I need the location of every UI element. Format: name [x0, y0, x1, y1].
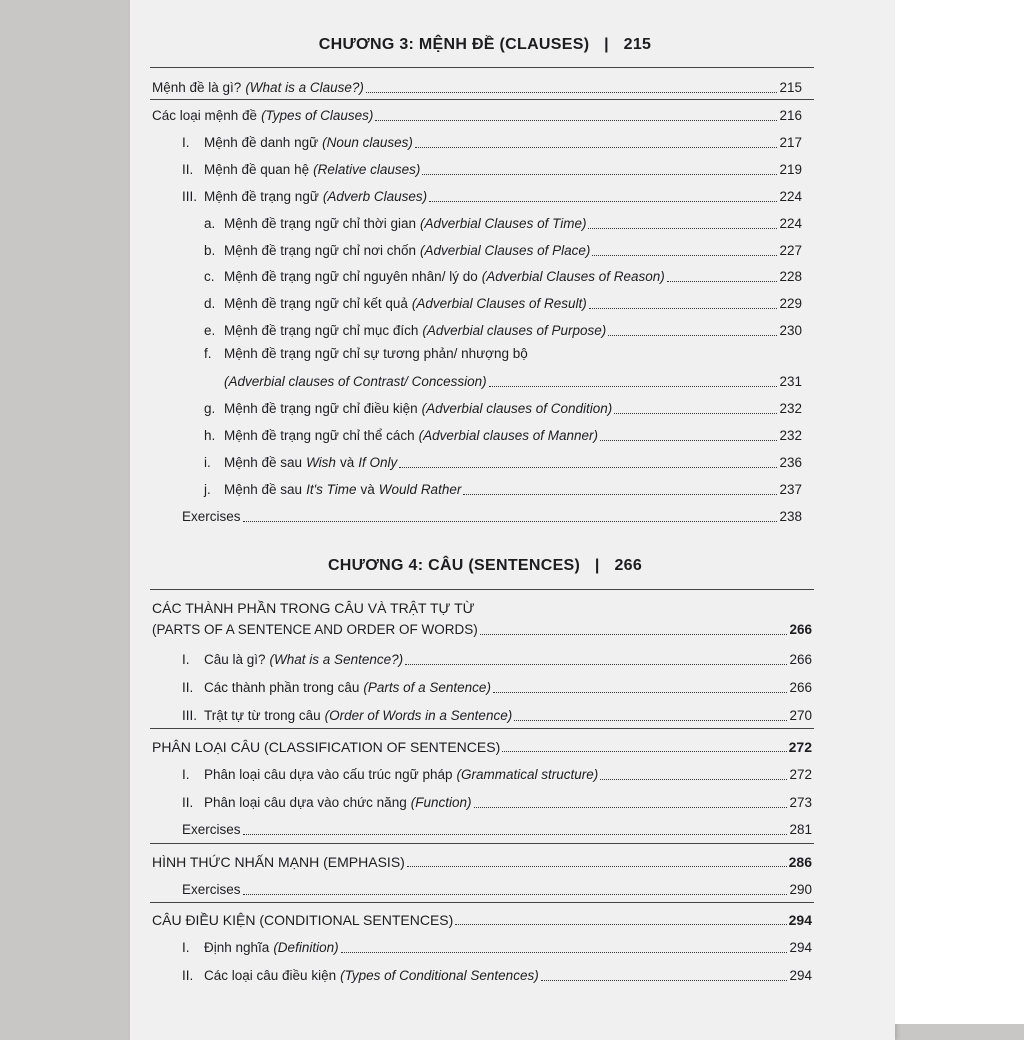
entry-conjunction: và — [339, 455, 355, 470]
toc-entry[interactable] — [152, 616, 812, 638]
entry-title: HÌNH THỨC NHẤN MẠNH (EMPHASIS) — [152, 854, 405, 870]
dot-leader — [422, 174, 777, 175]
entry-page: 270 — [789, 708, 812, 723]
entry-english: (Adverbial Clauses of Reason) — [481, 269, 665, 284]
entry-page: 217 — [779, 135, 802, 150]
toc-entry[interactable] — [152, 848, 812, 870]
toc-entry[interactable] — [182, 816, 812, 838]
entry-title: (PARTS OF A SENTENCE AND ORDER OF WORDS) — [152, 622, 478, 637]
entry-title: Mệnh đề sau — [224, 482, 303, 497]
toc-entry[interactable] — [152, 102, 802, 124]
section-rule — [150, 728, 814, 729]
toc-entry[interactable] — [204, 210, 802, 232]
toc-entry[interactable] — [182, 674, 812, 696]
entry-number: I. — [182, 767, 190, 782]
entry-title: Mệnh đề trạng ngữ chỉ sự tương phản/ nhượng bộ — [224, 346, 528, 361]
entry-title: PHÂN LOẠI CÂU (CLASSIFICATION OF SENTENCES) — [152, 739, 501, 755]
toc-entry[interactable] — [152, 733, 812, 755]
dot-leader — [243, 834, 788, 835]
dot-leader — [600, 779, 787, 780]
dot-leader — [541, 980, 788, 981]
entry-english: (Types of Clauses) — [261, 108, 374, 123]
toc-entry[interactable] — [182, 129, 802, 151]
toc-entry[interactable] — [204, 317, 802, 339]
entry-page: 215 — [779, 80, 802, 95]
dot-leader — [667, 281, 778, 282]
toc-entry[interactable] — [204, 290, 802, 312]
entry-conjunction: và — [360, 482, 375, 497]
entry-english: Wish — [306, 455, 336, 470]
section-rule — [150, 99, 814, 100]
entry-page: 272 — [788, 739, 812, 755]
entry-number: a. — [204, 216, 216, 231]
entry-english: (Adverbial clauses of Condition) — [421, 401, 613, 416]
toc-entry[interactable] — [182, 702, 812, 724]
dot-leader — [407, 866, 787, 867]
entry-title: Exercises — [182, 509, 241, 524]
entry-page: 237 — [779, 482, 802, 497]
entry-title: Exercises — [182, 822, 241, 837]
toc-entry[interactable] — [204, 395, 802, 417]
entry-title: Mệnh đề trạng ngữ chỉ điều kiện — [224, 401, 418, 416]
entry-number: c. — [204, 269, 215, 284]
entry-title: Phân loại câu dựa vào cấu trúc ngữ pháp — [204, 767, 453, 782]
toc-entry[interactable] — [182, 876, 812, 898]
entry-english: (Relative clauses) — [313, 162, 421, 177]
entry-title: Trật tự từ trong câu — [204, 708, 321, 723]
entry-english: (Order of Words in a Sentence) — [324, 708, 513, 723]
toc-entry[interactable] — [204, 476, 802, 498]
chapter-3-page: 215 — [623, 36, 652, 53]
entry-page: 272 — [789, 767, 812, 782]
entry-english: (What is a Sentence?) — [269, 652, 404, 667]
entry-page: 232 — [779, 428, 802, 443]
entry-number: II. — [182, 968, 194, 983]
entry-title: Mệnh đề sau — [224, 455, 303, 470]
entry-title: Mệnh đề trạng ngữ chỉ kết quả — [224, 296, 408, 311]
entry-page: 224 — [779, 216, 802, 231]
entry-english: (Adverbial clauses of Purpose) — [422, 323, 607, 338]
dot-leader — [514, 720, 787, 721]
entry-number: II. — [182, 680, 194, 695]
entry-english: (Adverbial clauses of Contrast/ Concession) — [224, 374, 487, 389]
entry-english: Would Rather — [378, 482, 462, 497]
entry-english: It's Time — [306, 482, 357, 497]
entry-english: (Adverb Clauses) — [322, 189, 428, 204]
entry-english: (What is a Clause?) — [245, 80, 364, 95]
entry-page: 290 — [789, 882, 812, 897]
dot-leader — [243, 894, 788, 895]
entry-page: 236 — [779, 455, 802, 470]
entry-number: I. — [182, 135, 190, 150]
dot-leader — [463, 494, 777, 495]
entry-page: 227 — [779, 243, 802, 258]
dot-leader — [474, 807, 788, 808]
toc-entry[interactable] — [152, 906, 812, 928]
entry-english: (Grammatical structure) — [456, 767, 599, 782]
entry-number: b. — [204, 243, 216, 258]
entry-number: II. — [182, 795, 194, 810]
chapter-3-heading — [200, 36, 770, 54]
entry-title: Câu là gì? — [204, 652, 266, 667]
section-heading-line1[interactable]: CÁC THÀNH PHẦN TRONG CÂU VÀ TRẬT TỰ TỪ — [152, 600, 475, 616]
chapter-4-rule — [150, 589, 814, 590]
entry-title: Các loại mệnh đề — [152, 108, 258, 123]
dot-leader — [399, 467, 777, 468]
entry-title: Exercises — [182, 882, 241, 897]
toc-entry[interactable] — [204, 263, 802, 285]
entry-english: (Adverbial Clauses of Place) — [420, 243, 591, 258]
entry-title: Mệnh đề trạng ngữ chỉ thời gian — [224, 216, 417, 231]
entry-english: (Noun clauses) — [322, 135, 413, 150]
chapter-4-title: CHƯƠNG 4: CÂU (SENTENCES) — [327, 557, 581, 574]
entry-title: Các loại câu điều kiện — [204, 968, 337, 983]
entry-title: Mệnh đề trạng ngữ chỉ nguyên nhân/ lý do — [224, 269, 478, 284]
entry-title: Mệnh đề quan hệ — [204, 162, 310, 177]
entry-title: Mệnh đề trạng ngữ chỉ nơi chốn — [224, 243, 417, 258]
entry-number: f. — [204, 346, 212, 361]
entry-page: 266 — [789, 680, 812, 695]
dot-leader — [429, 201, 777, 202]
dot-leader — [341, 952, 788, 953]
dot-leader — [600, 440, 777, 441]
dot-leader — [243, 521, 778, 522]
entry-english: If Only — [358, 455, 398, 470]
dot-leader — [489, 386, 778, 387]
chapter-3-title: CHƯƠNG 3: MỆNH ĐỀ (CLAUSES) — [318, 36, 590, 53]
entry-page: 266 — [789, 622, 812, 637]
entry-page: 231 — [779, 374, 802, 389]
toc-entry[interactable] — [204, 422, 802, 444]
entry-number: III. — [182, 708, 198, 723]
entry-title: Mệnh đề danh ngữ — [204, 135, 319, 150]
entry-page: 238 — [779, 509, 802, 524]
entry-english: (Types of Conditional Sentences) — [340, 968, 539, 983]
dot-leader — [480, 634, 788, 635]
toc-entry[interactable] — [204, 449, 802, 471]
dot-leader — [589, 308, 778, 309]
toc-entry[interactable] — [182, 156, 802, 178]
entry-number: II. — [182, 162, 194, 177]
dot-leader — [375, 120, 777, 121]
entry-page: 230 — [779, 323, 802, 338]
dot-leader — [366, 92, 778, 93]
dot-leader — [405, 664, 787, 665]
entry-title: Phân loại câu dựa vào chức năng — [204, 795, 407, 810]
dot-leader — [415, 147, 778, 148]
entry-page: 294 — [788, 912, 812, 928]
entry-page: 224 — [779, 189, 802, 204]
entry-english: (Parts of a Sentence) — [363, 680, 491, 695]
entry-number: j. — [204, 482, 211, 497]
chapter-3-separator: | — [604, 36, 609, 53]
entry-english: (Adverbial clauses of Manner) — [418, 428, 598, 443]
entry-number: h. — [204, 428, 216, 443]
entry-page: 232 — [779, 401, 802, 416]
entry-page: 286 — [788, 854, 812, 870]
entry-title: Mệnh đề trạng ngữ chỉ thể cách — [224, 428, 415, 443]
chapter-4-page: 266 — [614, 557, 643, 574]
entry-english: (Function) — [410, 795, 472, 810]
toc-entry-line1[interactable] — [204, 346, 528, 361]
chapter-4-heading — [200, 557, 770, 575]
entry-number: e. — [204, 323, 216, 338]
entry-page: 266 — [789, 652, 812, 667]
entry-number: III. — [182, 189, 198, 204]
entry-title: CÂU ĐIỀU KIỆN (CONDITIONAL SENTENCES) — [152, 912, 454, 928]
entry-title: Các thành phần trong câu — [204, 680, 360, 695]
entry-number: d. — [204, 296, 216, 311]
toc-entry[interactable] — [224, 368, 802, 390]
entry-page: 219 — [779, 162, 802, 177]
section-rule — [150, 902, 814, 903]
entry-title: Mệnh đề trạng ngữ — [204, 189, 319, 204]
toc-entry[interactable] — [182, 503, 802, 525]
entry-page: 229 — [779, 296, 802, 311]
toc-entry[interactable] — [182, 646, 812, 668]
toc-entry[interactable] — [182, 183, 802, 205]
toc-entry[interactable] — [182, 789, 812, 811]
section-rule — [150, 843, 814, 844]
entry-page: 228 — [779, 269, 802, 284]
chapter-3-rule — [150, 67, 814, 68]
toc-entry[interactable] — [152, 74, 802, 96]
entry-number: I. — [182, 652, 190, 667]
toc-entry[interactable] — [204, 237, 802, 259]
entry-title: Mệnh đề trạng ngữ chỉ mục đích — [224, 323, 419, 338]
entry-english: (Definition) — [273, 940, 339, 955]
dot-leader — [493, 692, 788, 693]
entry-page: 281 — [789, 822, 812, 837]
entry-title: Mệnh đề là gì? — [152, 80, 242, 95]
entry-english: (Adverbial Clauses of Time) — [420, 216, 587, 231]
dot-leader — [592, 255, 777, 256]
dot-leader — [608, 335, 777, 336]
toc-entry[interactable] — [182, 761, 812, 783]
entry-page: 294 — [789, 940, 812, 955]
entry-page: 273 — [789, 795, 812, 810]
entry-english: (Adverbial Clauses of Result) — [411, 296, 587, 311]
entry-page: 216 — [779, 108, 802, 123]
entry-number: i. — [204, 455, 211, 470]
entry-number: g. — [204, 401, 216, 416]
entry-number: I. — [182, 940, 190, 955]
dot-leader — [588, 228, 777, 229]
entry-title: Định nghĩa — [204, 940, 270, 955]
dot-leader — [455, 924, 786, 925]
toc-entry[interactable] — [182, 934, 812, 956]
dot-leader — [502, 751, 786, 752]
toc-entry[interactable] — [182, 962, 812, 984]
chapter-4-separator: | — [594, 557, 600, 574]
dot-leader — [614, 413, 777, 414]
entry-page: 294 — [789, 968, 812, 983]
